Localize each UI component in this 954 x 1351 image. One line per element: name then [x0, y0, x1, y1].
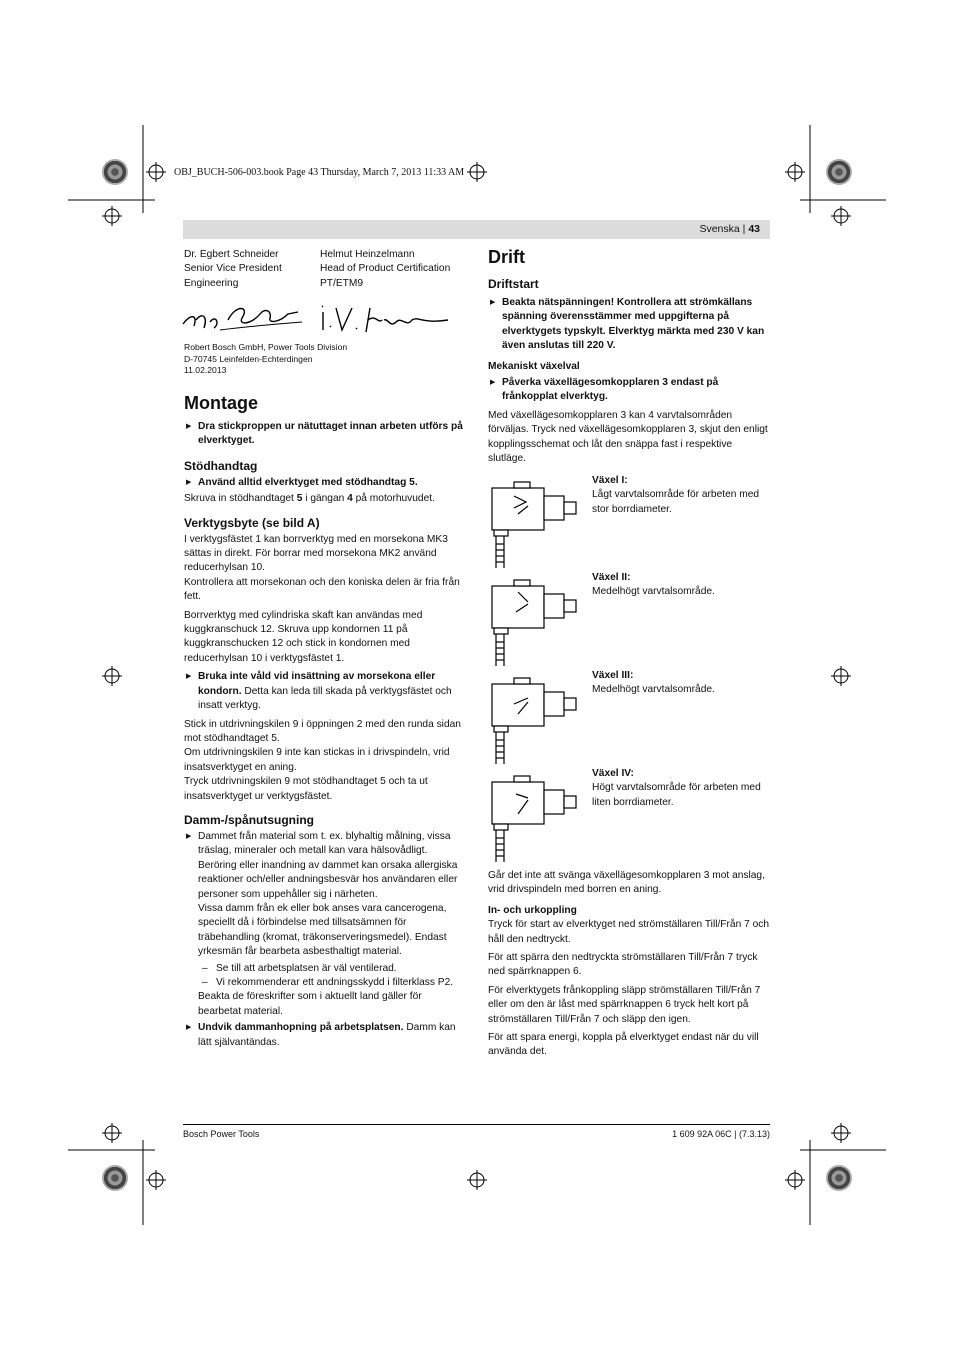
paragraph: Tryck för start av elverktyget ned strömställaren Till/Från 7 och håll den nedtryckt. [488, 919, 770, 945]
signature-block-right [320, 248, 470, 291]
paragraph: I verktygsfästet 1 kan borrverktyg med en morsekona MK3 sättas in direkt. För borrar med morsekona MK2 använd reducerhylsan 10. [184, 533, 448, 574]
signer-dept: Engineering [184, 277, 239, 289]
paragraph: Beakta de föreskrifter som i aktuellt land gäller för bearbetat material. [198, 991, 422, 1017]
paragraph: För att spara energi, koppla på elverktyget endast när du vill använda det. [488, 1032, 759, 1058]
company-info [184, 342, 347, 377]
paragraph: Kontrollera att morsekonan och den koniska delen är fria från fett. [184, 576, 460, 603]
safety-bullet: ▶ Använd alltid elverktyget med stödhandtag 5. [184, 476, 466, 490]
gear-diagram [488, 676, 580, 766]
handwritten-signature [318, 302, 453, 334]
paragraph: Skruva in stödhandtaget 5 i gängan 4 på motorhuvudet. [184, 493, 435, 505]
right-column [488, 246, 770, 466]
document-date: 11.02.2013 [184, 365, 227, 375]
safety-bullet: ▶ Undvik dammanhopning på arbetsplatsen. Damm kan lätt självantändas. [184, 1021, 466, 1050]
gear-caption: Växel IV: Högt varvtalsområde för arbeten med liten borrdiameter. [592, 768, 761, 808]
footer-right: 1 609 92A 06C | (7.3.13) [672, 1129, 770, 1139]
subsection-heading: Verktygsbyte (se bild A) [184, 515, 320, 530]
paragraph: Går det inte att svänga växellägesomkopplaren 3 mot anslag, vrid drivspindeln med borren en aning. [488, 870, 765, 896]
safety-bullet: ▶ Dammet från material som t. ex. blyhaltig målning, vissa träslag, mineraler och metall kan vara hälsovådligt. Beröring eller inandning av dammet kan orsaka allergiska reaktioner och/eller andningsbesvär hos användaren eller personer som uppehåller sig i närheten. [184, 830, 466, 902]
paragraph: För att spärra den nedtryckta strömställaren Till/Från 7 tryck ned spärrknappen 6. [488, 952, 758, 978]
page-header-bar [183, 220, 770, 239]
safety-bullet: ▶ Dra stickproppen ur nätuttaget innan arbeten utförs på elverktyget. [184, 420, 466, 449]
safety-bullet: ▶ Påverka växellägesomkopplaren 3 endast på frånkopplat elverktyg. [488, 376, 770, 405]
gear-diagram [488, 774, 580, 864]
safety-bullet: ▶ Bruka inte våld vid insättning av morsekona eller kondorn. Detta kan leda till skada på verktygsfästet och insatt verktyg. [184, 670, 466, 713]
section-heading: Drift [488, 247, 525, 267]
subsection-heading: Stödhandtag [184, 458, 258, 473]
handwritten-signature [180, 300, 310, 336]
section-heading: Montage [184, 393, 258, 413]
header-separator: | [739, 223, 749, 235]
gear-caption: Växel III: Medelhögt varvtalsområde. [592, 670, 715, 696]
subsection-heading: Damm-/spånutsugning [184, 812, 315, 827]
paragraph: Borrverktyg med cylindriska skaft kan användas med kuggkranschuck 12. Skruva upp kondornen 11 på kuggkranschucken 12 och stick in kondornen med reducerhylsan 10 i verktygsfästet 1. [184, 609, 423, 664]
paragraph: Om utdrivningskilen 9 inte kan stickas in i drivspindeln, vrid insatsverktyget en aning. [184, 747, 450, 773]
signer-title: Head of Product Certification [320, 263, 451, 275]
paragraph: För elverktygets frånkoppling släpp strömställaren Till/Från 7 eller om den är låst med spärrknappen 6 tryck helt kort på strömställaren Till/Från 7 och släpp den igen. [488, 984, 761, 1025]
signer-name: Helmut Heinzelmann [320, 249, 415, 260]
paragraph: Stick in utdrivningskilen 9 i öppningen 2 med den runda sidan mot stödhandtaget 5. [184, 718, 461, 744]
paragraph: Tryck utdrivningskilen 9 mot stödhandtaget 5 och ta ut insatsverktyget ur verktygsfästet. [184, 776, 428, 802]
signer-title: Senior Vice President [184, 263, 282, 275]
subsection-heading: In- och urkoppling [488, 904, 577, 916]
right-column-lower [488, 869, 770, 1060]
company-name: Robert Bosch GmbH, Power Tools Division [184, 342, 348, 352]
paragraph: Med växellägesomkopplaren 3 kan 4 varvtalsområden förväljas. Tryck ned växellägesomkopplaren 3, skjut den enligt kopplingsschemat och låt den snäppa fast i respektive slutläge. [488, 409, 768, 465]
safety-bullet: ▶ Beakta nätspänningen! Kontrollera att strömkällans spänning överensstämmer med uppgifterna på elverktygets typskylt. Elverktyg märkta med 230 V kan även anslutas till 220 V. [488, 296, 770, 354]
footer-left: Bosch Power Tools [183, 1129, 260, 1139]
company-address: D-70745 Leinfelden-Echterdingen [184, 353, 313, 364]
page-number: 43 [748, 223, 760, 235]
signer-dept: PT/ETM9 [320, 277, 364, 289]
subsection-heading: Mekaniskt växelval [488, 360, 580, 372]
left-column [184, 392, 466, 1050]
dash-item: – Se till att arbetsplatsen är väl ventilerad. [184, 962, 466, 976]
paragraph: Vissa damm från ek eller bok anses vara cancerogena, speciellt då i förbindelse med tillsatsämnen för träbehandling (kromat, träkonserveringsmedel). Endast yrkesmän får bearbeta asbesthaltigt material. [198, 902, 447, 958]
dash-item: – Vi rekommenderar ett andningsskydd i filterklass P2. [184, 976, 466, 990]
header-language: Svenska [699, 223, 740, 235]
signer-name: Dr. Egbert Schneider [184, 249, 279, 260]
gear-caption: Växel I: Lågt varvtalsområde för arbeten med stor borrdiameter. [592, 475, 760, 515]
gear-diagram [488, 578, 580, 668]
signature-block-left [184, 248, 314, 291]
page-footer [183, 1124, 770, 1141]
print-header: OBJ_BUCH-506-003.book Page 43 Thursday, March 7, 2013 11:33 AM [174, 167, 465, 178]
subsection-heading: Driftstart [488, 277, 539, 291]
gear-caption: Växel II: Medelhögt varvtalsområde. [592, 572, 715, 598]
gear-diagram [488, 480, 580, 570]
